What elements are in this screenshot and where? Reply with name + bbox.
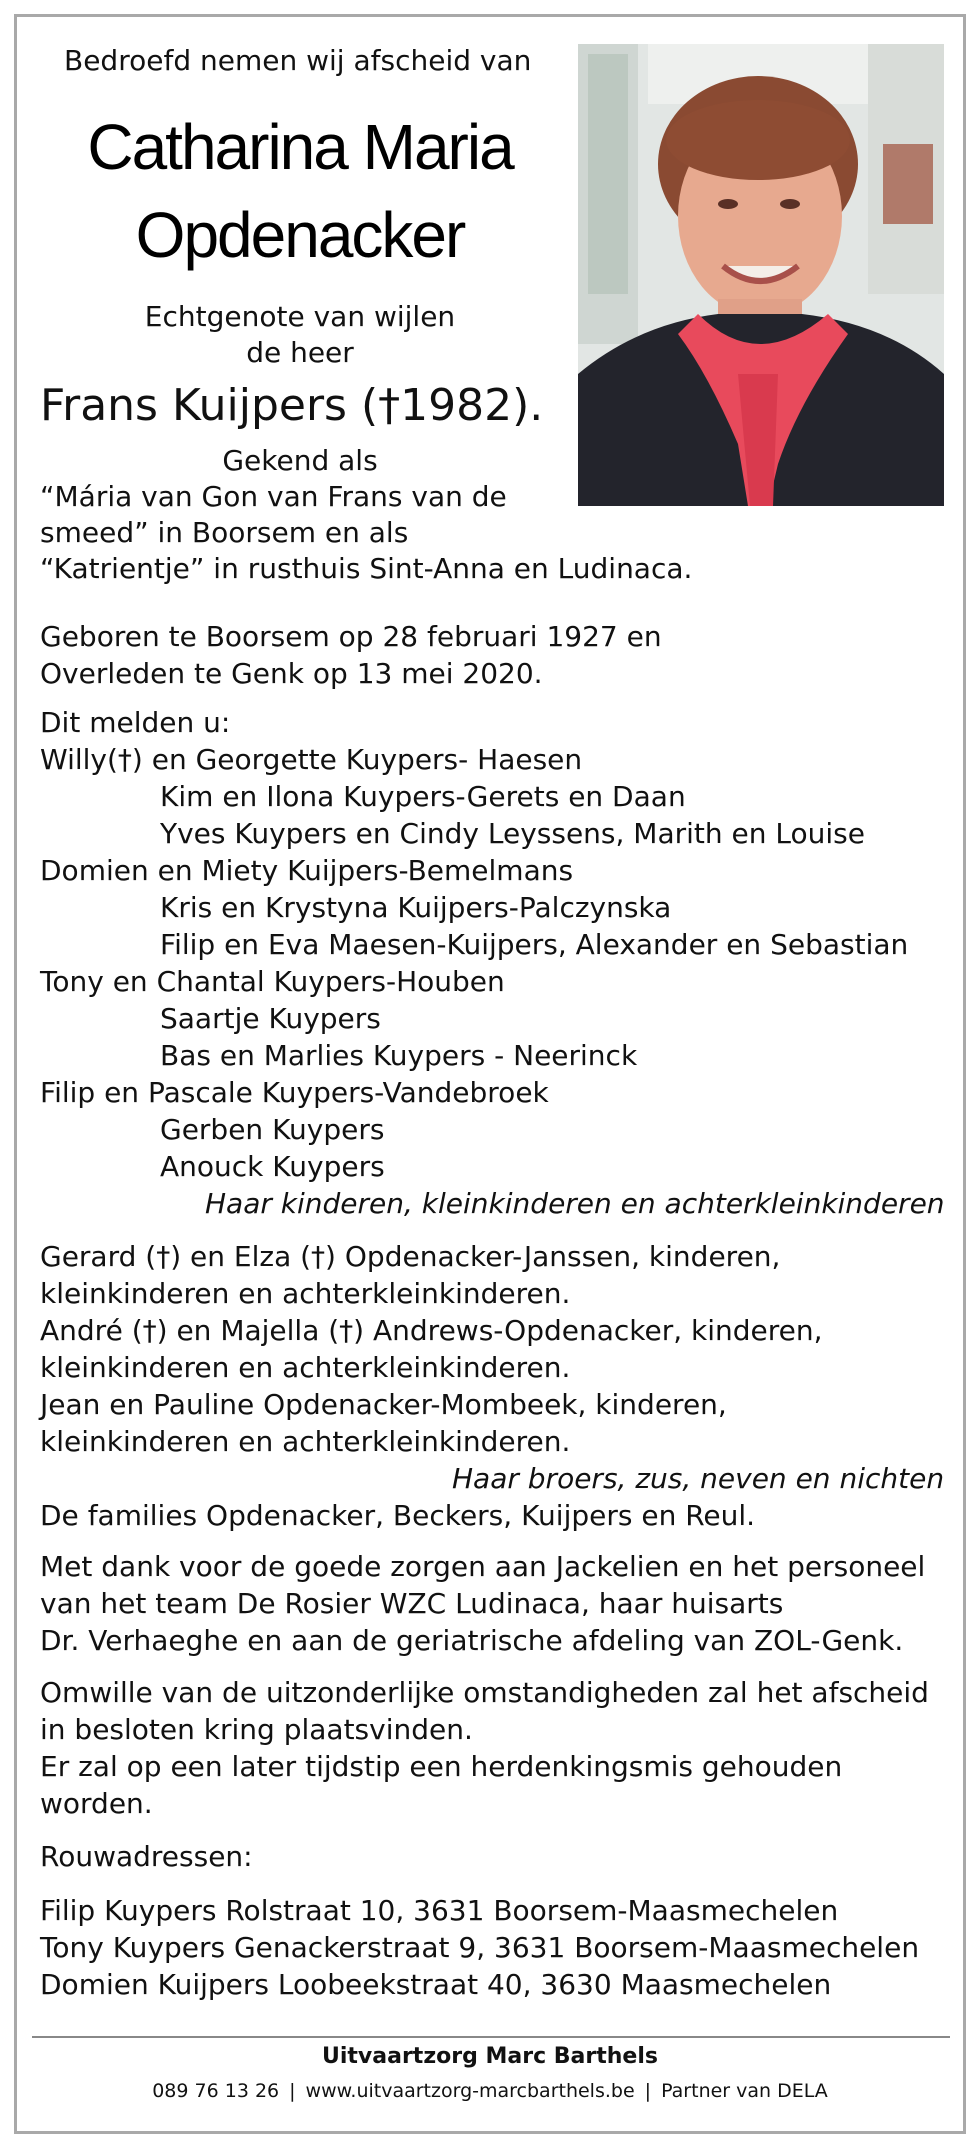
children-caption: Haar kinderen, kleinkinderen en achterkleinkinderen	[205, 1187, 945, 1220]
sibling-line: kleinkinderen en achterkleinkinderen.	[40, 1425, 571, 1458]
family-grandchild-line: Saartje Kuypers	[160, 1002, 381, 1035]
address-line: Filip Kuypers Rolstraat 10, 3631 Boorsem-Maasmechelen	[40, 1894, 839, 1927]
family-child-line: Domien en Miety Kuijpers-Bemelmans	[40, 854, 574, 887]
circumstances-line: Omwille van de uitzonderlijke omstandigheden zal het afscheid	[40, 1676, 929, 1709]
family-grandchild-line: Yves Kuypers en Cindy Leyssens, Marith en Louise	[160, 817, 865, 850]
known-as-1: Gekend als	[222, 444, 378, 477]
family-grandchild-line: Kris en Krystyna Kuijpers-Palczynska	[160, 891, 672, 924]
thanks-line: Met dank voor de goede zorgen aan Jackelien en het personeel	[40, 1550, 926, 1583]
funeral-home-name: Uitvaartzorg Marc Barthels	[322, 2044, 658, 2069]
sibling-line: kleinkinderen en achterkleinkinderen.	[40, 1277, 571, 1310]
siblings-caption: Haar broers, zus, neven en nichten	[452, 1462, 945, 1495]
sibling-line: André (†) en Majella (†) Andrews-Opdenacker, kinderen,	[40, 1314, 823, 1347]
circumstances-line: in besloten kring plaatsvinden.	[40, 1713, 473, 1746]
footer-info	[0, 2080, 980, 2102]
thanks-line: van het team De Rosier WZC Ludinaca, haar huisarts	[40, 1587, 784, 1620]
circumstances-line: worden.	[40, 1787, 153, 1820]
sibling-line: Gerard (†) en Elza (†) Opdenacker-Janssen, kinderen,	[40, 1240, 781, 1273]
portrait-image	[578, 44, 944, 506]
footer-divider	[32, 2036, 950, 2038]
circumstances-line: Er zal op een later tijdstip een herdenkingsmis gehouden	[40, 1750, 843, 1783]
family-grandchild-line: Filip en Eva Maesen-Kuijpers, Alexander en Sebastian	[160, 928, 909, 961]
family-child-line: Filip en Pascale Kuypers-Vandebroek	[40, 1076, 549, 1109]
footer-separator: |	[644, 2080, 652, 2102]
family-child-line: Willy(†) en Georgette Kuypers- Haesen	[40, 743, 583, 776]
footer-partner: Partner van DELA	[661, 2080, 828, 2102]
sibling-line: Jean en Pauline Opdenacker-Mombeek, kinderen,	[40, 1388, 727, 1421]
family-grandchild-line: Bas en Marlies Kuypers - Neerinck	[160, 1039, 638, 1072]
family-grandchild-line: Anouck Kuypers	[160, 1150, 385, 1183]
thanks-line: Dr. Verhaeghe en aan de geriatrische afdeling van ZOL-Genk.	[40, 1624, 904, 1657]
spouse-intro-1: Echtgenote van wijlen	[144, 300, 456, 333]
deceased-name-first: Catharina Maria	[87, 111, 513, 183]
addresses-title: Rouwadressen:	[40, 1840, 253, 1873]
sibling-line: kleinkinderen en achterkleinkinderen.	[40, 1351, 571, 1384]
death-line: Overleden te Genk op 13 mei 2020.	[40, 657, 543, 690]
notify-intro: Dit melden u:	[40, 706, 231, 739]
spouse-intro-2: de heer	[246, 336, 354, 369]
footer-separator: |	[289, 2080, 296, 2102]
families-line: De families Opdenacker, Beckers, Kuijpers en Reul.	[40, 1499, 756, 1532]
address-line: Domien Kuijpers Loobeekstraat 40, 3630 Maasmechelen	[40, 1968, 832, 2001]
family-grandchild-line: Kim en Ilona Kuypers-Gerets en Daan	[160, 780, 686, 813]
birth-line: Geboren te Boorsem op 28 februari 1927 en	[40, 620, 662, 653]
family-grandchild-line: Gerben Kuypers	[160, 1113, 385, 1146]
family-child-line: Tony en Chantal Kuypers-Houben	[40, 965, 505, 998]
footer-website: www.uitvaartzorg-marcbarthels.be	[305, 2080, 635, 2102]
known-as-2: “Mária van Gon van Frans van de	[40, 480, 507, 513]
portrait-photo	[578, 44, 944, 506]
intro-text: Bedroefd nemen wij afscheid van	[64, 44, 532, 77]
deceased-name-last: Opdenacker	[135, 199, 465, 271]
spouse-name: Frans Kuijpers (†1982).	[40, 380, 544, 431]
known-as-3: smeed” in Boorsem en als	[40, 516, 409, 549]
footer-phone: 089 76 13 26	[152, 2080, 280, 2102]
address-line: Tony Kuypers Genackerstraat 9, 3631 Boorsem-Maasmechelen	[40, 1931, 920, 1964]
known-as-4: “Katrientje” in rusthuis Sint-Anna en Ludinaca.	[40, 552, 693, 585]
